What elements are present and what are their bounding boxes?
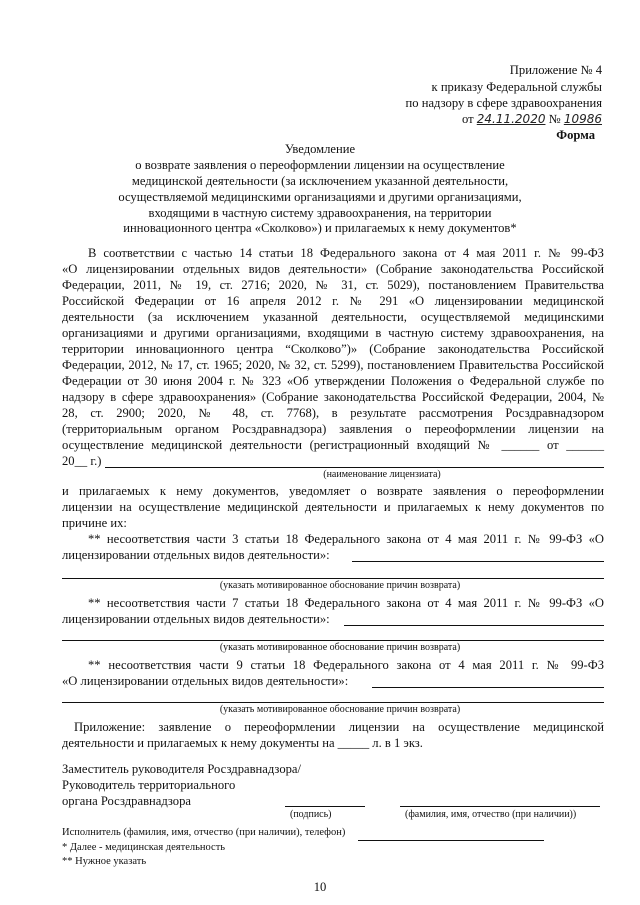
order-line-2: по надзору в сфере здравоохранения	[405, 96, 602, 110]
signatory-line-2: Руководитель территориального	[62, 778, 236, 792]
reason-1-fill-line	[352, 561, 604, 562]
handwritten-date: 24.11.2020	[476, 112, 546, 126]
signature-caption: (подпись)	[290, 809, 332, 820]
p1-line: деятельности (за исключением указанной деятельности, осуществляемой медицинскими	[62, 310, 604, 324]
reason-2-fill-line	[344, 625, 604, 626]
p1-line: (территориальным органом Росздравнадзора) заявления о переоформлении лицензии на	[62, 422, 604, 436]
p1-line: В соответствии с частью 14 статьи 18 Федерального закона от 4 мая 2011 г. № 99-ФЗ	[88, 246, 604, 260]
reason-1-caption: (указать мотивированное обоснование причин возврата)	[219, 580, 461, 591]
p1-line: «О лицензировании отдельных видов деятельности» (Собрание законодательства Российской	[62, 262, 604, 276]
p1-line: осуществление медицинской деятельности (регистрационный входящий № ______ от ______	[62, 438, 604, 452]
reason-3-line-1: ** несоответствия части 9 статьи 18 Федерального закона от 4 мая 2011 г. № 99-ФЗ	[88, 658, 604, 672]
full-name-line	[400, 806, 600, 807]
reason-3-line-2: «О лицензировании отдельных видов деятельности»:	[62, 674, 349, 688]
reason-1-line-1: ** несоответствия части 3 статьи 18 Федерального закона от 4 мая 2011 г. № 99-ФЗ «О	[88, 532, 604, 546]
signatory-line-3: органа Росздравнадзора	[62, 794, 191, 808]
p1-line: организациями и другими организациями, входящими в частную систему здравоохранения, на	[62, 326, 604, 340]
p1-line: Российской Федерации от 16 апреля 2012 г. № 291 «О лицензировании медицинской	[62, 294, 604, 308]
reason-1-fill-line-2	[62, 578, 604, 579]
title-line-2: о возврате заявления о переоформлении лицензии на осуществление	[135, 158, 505, 172]
page-number: 10	[313, 880, 327, 894]
licensee-name-line	[105, 467, 604, 468]
reason-2-caption: (указать мотивированное обоснование причин возврата)	[219, 642, 461, 653]
p2-line: лицензии на осуществление медицинской деятельности и прилагаемых к нему документов по	[62, 500, 604, 514]
p1-line: Федерации от 30 июня 2004 г. № 323 «Об утверждении Положения о Федеральной службе по	[62, 374, 604, 388]
footnote-2: ** Нужное указать	[62, 856, 147, 867]
title-line-5: входящими в частную систему здравоохранения, на территории	[148, 206, 492, 220]
reason-2-fill-line-2	[62, 640, 604, 641]
handwritten-number: 10986	[563, 112, 602, 126]
reason-2-line-1: ** несоответствия части 7 статьи 18 Федерального закона от 4 мая 2011 г. № 99-ФЗ «О	[88, 596, 604, 610]
year-field: 20__ г.)	[62, 454, 102, 468]
reason-3-fill-line	[372, 687, 604, 688]
p1-line: Федерации, 2012, № 17, ст. 1965; 2020, № 32, ст. 5299), постановлением Правительства Российской	[62, 358, 604, 372]
p1-line: 28, ст. 2900; 2020, № 48, ст. 7768), в результате рассмотрения Росздравнадзором	[62, 406, 604, 420]
title-line-4: осуществляемой медицинскими организациями и другими организациями,	[118, 190, 522, 204]
full-name-caption: (фамилия, имя, отчество (при наличии))	[405, 809, 577, 820]
p2-line: и прилагаемых к нему документов, уведомляет о возврате заявления о переоформлении	[62, 484, 604, 498]
licensee-caption: (наименование лицензиата)	[323, 469, 441, 480]
form-label: Форма	[556, 128, 595, 142]
reason-2-line-2: лицензировании отдельных видов деятельности»:	[62, 612, 330, 626]
reason-3-fill-line-2	[62, 702, 604, 703]
reason-1-line-2: лицензировании отдельных видов деятельности»:	[62, 548, 330, 562]
executor-label: Исполнитель (фамилия, имя, отчество (при наличии), телефон)	[62, 827, 346, 838]
signatory-line-1: Заместитель руководителя Росздравнадзора/	[62, 762, 302, 776]
p2-last-line: причине их:	[62, 516, 127, 530]
executor-line	[358, 840, 544, 841]
appendix-number: Приложение № 4	[509, 63, 602, 77]
p1-line: надзору в сфере здравоохранения» (Собрание законодательства Российской Федерации, 2004, №	[62, 390, 604, 404]
attachment-line-2: деятельности и прилагаемых к нему документы на _____ л. в 1 экз.	[62, 736, 423, 750]
title-line-1: Уведомление	[284, 142, 356, 156]
title-line-6: инновационного центра «Сколково») и прилагаемых к нему документов*	[123, 221, 517, 235]
order-date-line	[462, 112, 602, 127]
footnote-1: * Далее - медицинская деятельность	[62, 842, 226, 853]
p1-line: территории инновационного центра “Сколково”)» (Собрание законодательства Российской	[62, 342, 604, 356]
p1-line: Федерации, 2011, № 19, ст. 2716; 2020, № 31, ст. 5029), постановлением Правительства	[62, 278, 604, 292]
title-line-3: медицинской деятельности (за исключением указанной деятельности,	[131, 174, 509, 188]
signature-line	[285, 806, 365, 807]
reason-3-caption: (указать мотивированное обоснование причин возврата)	[219, 704, 461, 715]
attachment-line-1: Приложение: заявление о переоформлении лицензии на осуществление медицинской	[74, 720, 604, 734]
number-prefix: №	[548, 112, 561, 126]
date-prefix: от	[461, 112, 474, 126]
order-line-1: к приказу Федеральной службы	[431, 80, 602, 94]
